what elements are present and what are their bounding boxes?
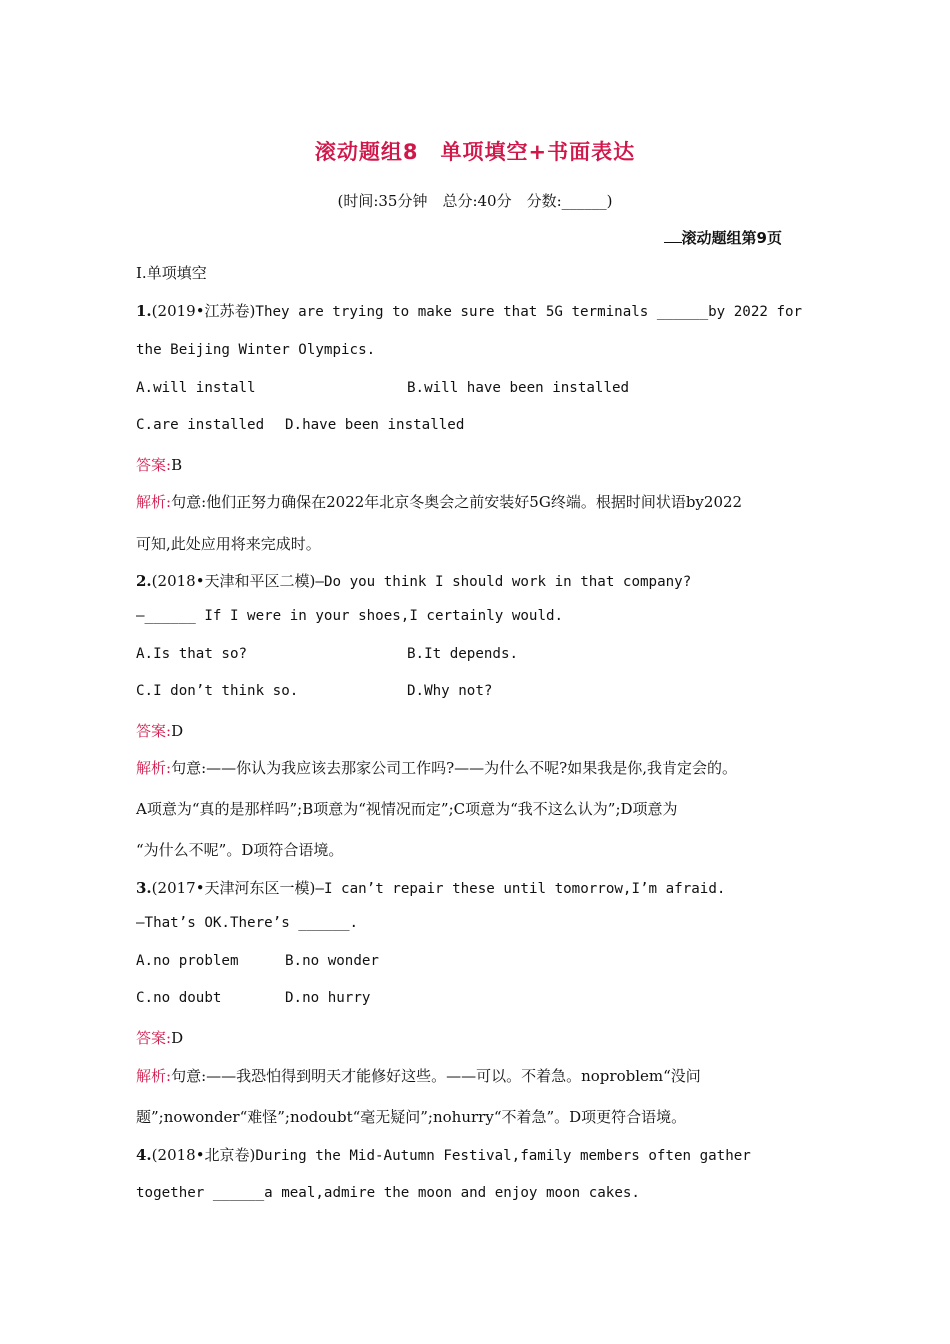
question-3-option-c: C.no doubt: [136, 990, 222, 1006]
question-2-option-b: B.It depends.: [407, 646, 519, 662]
page-title: 滚动题组8 单项填空+书面表达: [314, 140, 636, 164]
question-1-stem: 1.(2019•江苏卷)They are trying to make sure that 5G terminals ______by 2022 for: [136, 302, 803, 320]
question-3-option-d: D.no hurry: [285, 990, 371, 1006]
question-2-stem: 2.(2018•天津和平区二模)—Do you think I should work in that company?: [136, 572, 692, 590]
question-3-stem: 3.(2017•天津河东区一模)—I can’t repair these until tomorrow,I’m afraid.: [136, 879, 726, 897]
question-3-option-a: A.no problem: [136, 953, 239, 969]
question-2-option-c: C.I don’t think so.: [136, 683, 299, 699]
question-1-option-b: B.will have been installed: [407, 380, 630, 396]
page-subtitle: (时间:35分钟 总分:40分 分数:______): [337, 192, 613, 210]
underline-mark: [664, 227, 682, 243]
question-1-analysis: 解析:句意:他们正努力确保在2022年北京冬奥会之前安装好5G终端。根据时间状语by2022: [136, 493, 743, 511]
question-2-analysis-cont: A项意为“真的是那样吗”;B项意为“视情况而定”;C项意为“我不这么认为”;D项意为: [136, 800, 678, 818]
question-3-answer: 答案:D: [136, 1029, 184, 1047]
question-4-stem: 4.(2018•北京卷)During the Mid-Autumn Festival,family members often gather: [136, 1146, 751, 1164]
question-1-analysis-cont: 可知,此处应用将来完成时。: [136, 535, 321, 553]
question-1-option-a: A.will install: [136, 380, 256, 396]
question-2-stem-cont: —______ If I were in your shoes,I certainly would.: [136, 608, 564, 624]
question-3-analysis-cont: 题”;nowonder“难怪”;nodoubt“毫无疑问”;nohurry“不着急”。D项更符合语境。: [136, 1108, 687, 1126]
question-3-analysis: 解析:句意:——我恐怕得到明天才能修好这些。——可以。不着急。noproblem“没问: [136, 1067, 701, 1085]
question-3-stem-cont: —That’s OK.There’s ______.: [136, 915, 359, 931]
question-1-option-c: C.are installed: [136, 417, 265, 433]
question-1-answer: 答案:B: [136, 456, 183, 474]
question-1-option-d: D.have been installed: [285, 417, 465, 433]
question-2-option-d: D.Why not?: [407, 683, 493, 699]
question-2-analysis-cont-2: “为什么不呢”。D项符合语境。: [136, 841, 344, 859]
section-heading: Ⅰ.单项填空: [136, 264, 207, 282]
question-3-option-b: B.no wonder: [285, 953, 379, 969]
page-reference: 滚动题组第9页: [664, 227, 782, 248]
question-4-stem-cont: together ______a meal,admire the moon and enjoy moon cakes.: [136, 1185, 640, 1201]
question-2-analysis: 解析:句意:——你认为我应该去那家公司工作吗?——为什么不呢?如果我是你,我肯定会的。: [136, 759, 737, 777]
question-2-answer: 答案:D: [136, 722, 184, 740]
question-2-option-a: A.Is that so?: [136, 646, 248, 662]
question-1-stem-cont: the Beijing Winter Olympics.: [136, 342, 376, 358]
